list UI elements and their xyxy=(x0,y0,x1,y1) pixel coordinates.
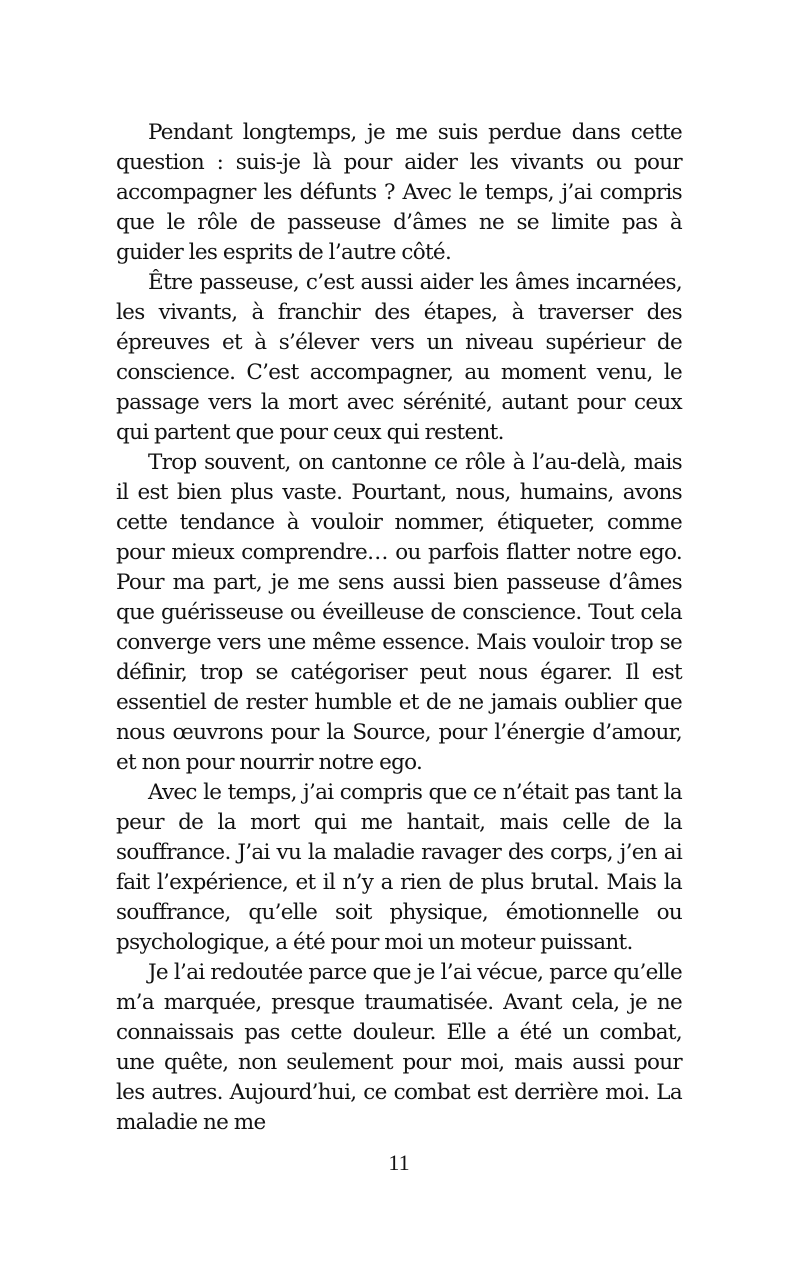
paragraph-2: Être passeuse, c’est aussi aider les âmes incarnées, les vivants, à franchir des étapes, à traverser des épreuves et à s’élever vers un niveau supérieur de conscience. C’est accompagner, au moment venu, le passage vers la mort avec sérénité, autant pour ceux qui partent que pour ceux qui restent. xyxy=(116,270,682,445)
paragraph-5: Je l’ai redoutée parce que je l’ai vécue, parce qu’elle m’a marquée, presque traumatisée. Avant cela, je ne connaissais pas cette douleur. Elle a été un combat, une quête, non seulement pour moi, mais aussi pour les autres. Aujourd’hui, ce combat est derrière moi. La maladie ne me xyxy=(116,960,682,1135)
paragraph-4: Avec le temps, j’ai compris que ce n’était pas tant la peur de la mort qui me hantait, mais celle de la souffrance. J’ai vu la maladie ravager des corps, j’en ai fait l’expérience, et il n’y a rien de plus brutal. Mais la souffrance, qu’elle soit physique, émotionnelle ou psychologique, a été pour moi un moteur puissant. xyxy=(116,780,682,955)
page-body xyxy=(116,118,682,1138)
paragraph-3: Trop souvent, on cantonne ce rôle à l’au-delà, mais il est bien plus vaste. Pourtant, nous, humains, avons cette tendance à vouloir nommer, étiqueter, comme pour mieux comprendre… ou parfois flatter notre ego. Pour ma part, je me sens aussi bien passeuse d’âmes que guérisseuse ou éveilleuse de conscience. Tout cela converge vers une même essence. Mais vouloir trop se définir, trop se catégoriser peut nous égarer. Il est essentiel de rester humble et de ne jamais oublier que nous œuvrons pour la Source, pour l’énergie d’amour, et non pour nourrir notre ego. xyxy=(116,450,682,775)
page-number: 11 xyxy=(388,1150,410,1175)
paragraph-1: Pendant longtemps, je me suis perdue dans cette question : suis-je là pour aider les vivants ou pour accompagner les défunts ? Avec le temps, j’ai compris que le rôle de passeuse d’âmes ne se limite pas à guider les esprits de l’autre côté. xyxy=(116,120,682,265)
